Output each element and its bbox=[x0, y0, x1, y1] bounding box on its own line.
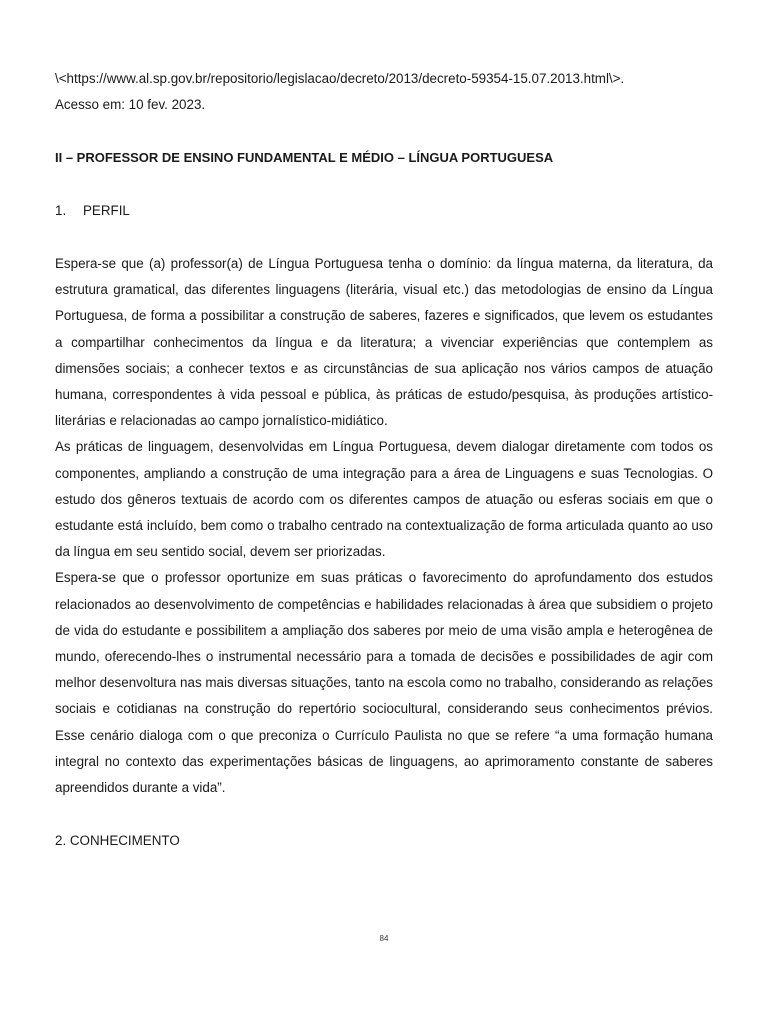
paragraph-3: Espera-se que o professor oportunize em suas práticas o favorecimento do aprofundamento dos estudos relacionados ao desenvolvimento de competências e habilidades relacionadas à área que subsidiem o projeto de vida do estudante e possibilitem a ampliação dos saberes por meio de uma visão ampla e heterogênea de mundo, oferecendo-lhes o instrumental necessário para a tomada de decisões e possibilidades de agir com melhor desenvoltura nas mais diversas situações, tanto na escola como no trabalho, considerando as relações sociais e cotidianas na construção do repertório sociocultural, considerando seus conhecimentos prévios. Esse cenário dialoga com o que preconiza o Currículo Paulista no que se refere “a uma formação humana integral no contexto das experimentações básicas de linguagens, ao aprimoramento constante de saberes apreendidos durante a vida”. bbox=[55, 570, 713, 796]
paragraph-1: Espera-se que (a) professor(a) de Língua Portuguesa tenha o domínio: da língua materna, da literatura, da estrutura gramatical, das diferentes linguagens (literária, visual etc.) das metodologias de ensino da Língua Portuguesa, de forma a possibilitar a construção de saberes, fazeres e significados, que levem os estudantes a compartilhar conhecimentos da língua e da literatura; a vivenciar experiências que contemplem as dimensões sociais; a conhecer textos e as circunstâncias de sua aplicação nos vários campos de atuação humana, correspondentes à vida pessoal e pública, às práticas de estudo/pesquisa, às produções artístico-literárias e relacionadas ao campo jornalístico-midiático. bbox=[55, 256, 713, 429]
document-page bbox=[55, 66, 713, 854]
page-number: 84 bbox=[379, 934, 389, 943]
reference-url: \<https://www.al.sp.gov.br/repositorio/legislacao/decreto/2013/decreto-59354-15.07.2013.html\>. bbox=[55, 71, 625, 86]
section-title-conhecimento: 2. CONHECIMENTO bbox=[55, 833, 180, 849]
section-title-perfil bbox=[55, 198, 713, 224]
reference-access-date: Acesso em: 10 fev. 2023. bbox=[55, 97, 206, 112]
paragraph-2: As práticas de linguagem, desenvolvidas em Língua Portuguesa, devem dialogar diretamente com todos os componentes, ampliando a construção de uma integração para a área de Linguagens e suas Tecnologias. O estudo dos gêneros textuais de acordo com os diferentes campos de atuação ou esferas sociais em que o estudante está incluído, bem como o trabalho centrado na contextualização de forma articulada quanto ao uso da língua em seu sentido social, devem ser priorizadas. bbox=[55, 439, 713, 560]
section-title-text: PERFIL bbox=[83, 203, 130, 218]
section-number: 1. bbox=[55, 203, 67, 218]
section-heading: II – PROFESSOR DE ENSINO FUNDAMENTAL E MÉDIO – LÍNGUA PORTUGUESA bbox=[55, 150, 554, 165]
